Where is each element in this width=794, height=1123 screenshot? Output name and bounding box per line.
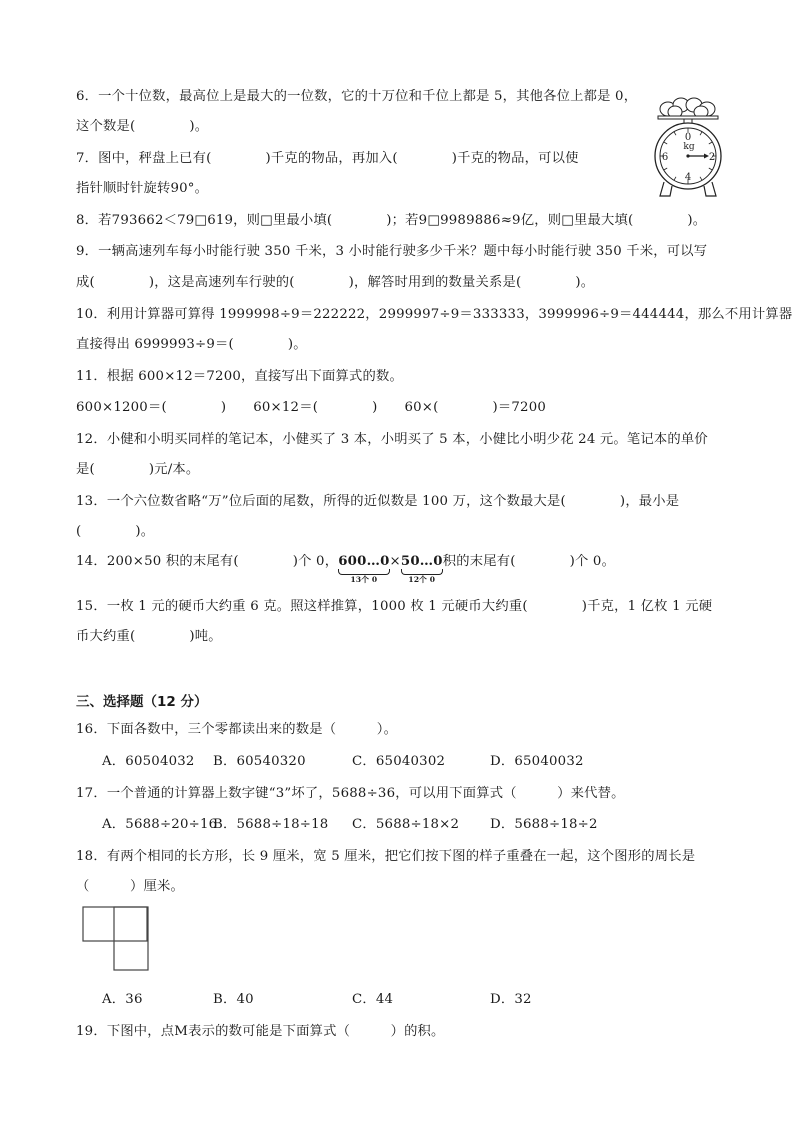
q17-option-d: D．5688÷18÷2 (490, 817, 598, 832)
q18-option-d: D．32 (490, 992, 532, 1007)
q10-line-2: 直接得出 6999993÷9＝( )。 (76, 337, 307, 352)
q17-line: 17．一个普通的计算器上数字键“3”坏了，5688÷36，可以用下面算式（ ）来代替。 (76, 786, 625, 801)
q18-line-2: （ ）厘米。 (76, 879, 184, 894)
q14-number-2 (400, 554, 443, 584)
q16-option-c: C．65040302 (352, 754, 446, 769)
scale-label-2: 2 (708, 152, 716, 163)
q9-line-2: 成( )，这是高速列车行驶的( )，解答时用到的数量关系是( )。 (76, 275, 595, 290)
q14-number-1-sub: 13个 0 (350, 575, 378, 584)
q12-line-2: 是( )元/本。 (76, 462, 200, 477)
overlapping-rectangles-figure (82, 906, 150, 972)
q18-option-a: A．36 (102, 992, 143, 1007)
q13-line-1: 13．一个六位数省略“万”位后面的尾数，所得的近似数是 100 万，这个数最大是( )，最小是 (76, 494, 680, 509)
q12-line-1: 12．小健和小明买同样的笔记本，小健买了 3 本，小明买了 5 本，小健比小明少花 24 元。笔记本的单价 (76, 432, 708, 447)
q18-option-c: C．44 (352, 992, 394, 1007)
q7-line-1: 7．图中，秤盘上已有( )千克的物品，再加入( )千克的物品，可以使 (76, 151, 579, 166)
q10-line-1: 10．利用计算器可算得 1999998÷9＝222222，2999997÷9＝333333，3999996÷9＝444444，那么不用计算器 (76, 307, 793, 322)
rectangles-icon (82, 906, 150, 972)
q14-line (76, 550, 616, 584)
q16-option-d: D．65040032 (490, 754, 584, 769)
q14-part-b: 积的末尾有( )个 0。 (442, 554, 616, 569)
q17-option-b: B．5688÷18÷18 (213, 817, 329, 832)
scale-figure (648, 96, 728, 200)
scale-icon (648, 96, 728, 200)
q9-line-1: 9．一辆高速列车每小时能行驶 350 千米，3 小时能行驶多少千米？题中每小时能行驶 350 千米，可以写 (76, 244, 708, 259)
q7-line-2: 指针顺时针旋转90°。 (76, 181, 209, 196)
scale-label-4: 4 (684, 172, 692, 183)
q14-number-1 (338, 554, 390, 584)
scale-unit: kg (683, 142, 695, 152)
q11-line-2: 600×1200＝( ) 60×12＝( ) 60×( )＝7200 (76, 400, 547, 415)
q18-line-1: 18．有两个相同的长方形，长 9 厘米，宽 5 厘米，把它们按下图的样子重叠在一起，这个图形的周长是 (76, 849, 696, 864)
q6-line-2: 这个数是( )。 (76, 119, 209, 134)
q6-line-1: 6．一个十位数，最高位上是最大的一位数，它的十万位和千位上都是 5，其他各位上都是 0， (76, 89, 638, 104)
q11-line-1: 11．根据 600×12＝7200，直接写出下面算式的数。 (76, 369, 403, 384)
q17-option-c: C．5688÷18×2 (352, 817, 460, 832)
section-3-title: 三、选择题（12 分） (76, 694, 208, 710)
scale-label-6: 6 (661, 152, 669, 163)
q14-number-2-text: 50…0 (400, 554, 443, 569)
q16-line: 16．下面各数中，三个零都读出来的数是（ ）。 (76, 722, 398, 737)
q14-part-a: 14．200×50 积的末尾有( )个 0， (76, 554, 339, 569)
q16-option-b: B．60540320 (213, 754, 306, 769)
q14-number-2-sub: 12个 0 (408, 575, 436, 584)
q19-line: 19．下图中，点M表示的数可能是下面算式（ ）的积。 (76, 1024, 445, 1039)
q15-line-1: 15．一枚 1 元的硬币大约重 6 克。照这样推算，1000 枚 1 元硬币大约重( )千克，1 亿枚 1 元硬 (76, 599, 713, 614)
q18-option-b: B．40 (213, 992, 254, 1007)
q16-option-a: A．60504032 (102, 754, 195, 769)
q14-number-1-text: 600…0 (338, 554, 390, 569)
q14-times: × (389, 554, 401, 569)
scale-label-0: 0 (684, 132, 692, 143)
q8-line: 8．若793662＜79□619，则□里最小填( )；若9□9989886≈9亿，则□里最大填( )。 (76, 213, 707, 228)
q15-line-2: 币大约重( )吨。 (76, 629, 222, 644)
q13-line-2: ( )。 (76, 524, 155, 539)
q17-option-a: A．5688÷20÷16 (102, 817, 218, 832)
